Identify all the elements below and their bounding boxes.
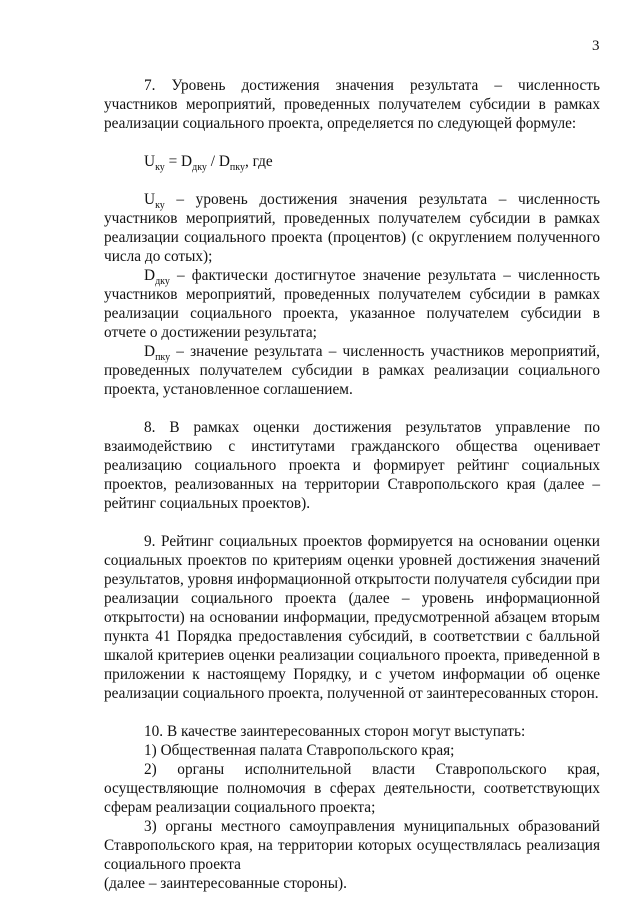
formula: $U_{ку} = D_{дку} / D_{пку}$, где: [144, 153, 273, 174]
definition-d-planned: $D_{пку}$ – значение результата – численность участников мероприятий, проведенных получателем субсидии в рамках реализации социального проекта, установленное соглашением.: [104, 343, 600, 398]
paragraph-8: 8. В рамках оценки достижения результатов управление по взаимодействию с институтами гражданского общества оценивает реализацию социального проекта и формирует рейтинг социальных проектов, реализованных на территории Ставропольского края (далее – рейтинг социальных проектов).: [104, 419, 600, 512]
paragraph-10-item-1: 1) Общественная палата Ставропольского края;: [144, 742, 455, 759]
paragraph-10-item-2: 2) органы исполнительной власти Ставропольского края, осуществляющие полномочия в сферах деятельности, соответствующих сферам реализации социального проекта;: [104, 761, 600, 816]
definition-d-actual: $D_{дку}$ – фактически достигнутое значение результата – численность участников мероприятий, проведенных получателем субсидии в рамках реализации социального проекта, указанное получателем субсидии в отчете о достижении результата;: [104, 267, 600, 341]
paragraph-9: 9. Рейтинг социальных проектов формируется на основании оценки социальных проектов по критериям оценки уровней достижения значений результатов, уровня информационной открытости получателя субсидии при реализации социального проекта (далее – уровень информационной открытости) на основании информации, предусмотренной абзацем вторым пункта 41 Порядка предоставления субсидий, в соответствии с балльной шкалой критериев оценки реализации социального проекта, приведенной в приложении к настоящему Порядку, и с учетом информации об оценке реализации социального проекта, полученной от заинтересованных сторон.: [104, 533, 600, 702]
document-body: [104, 76, 600, 893]
page-number: 3: [592, 38, 600, 54]
paragraph-7: 7. Уровень достижения значения результата – численность участников мероприятий, проведенных получателем субсидии в рамках реализации социального проекта, определяется по следующей формуле:: [104, 77, 600, 132]
paragraph-10: 10. В качестве заинтересованных сторон могут выступать:: [144, 723, 526, 740]
definition-u: $U_{ку}$ – уровень достижения значения результата – численность участников мероприятий, проведенных получателем субсидии в рамках реализации социального проекта (процентов) (с округлением полученного числа до сотых);: [104, 191, 600, 265]
paragraph-10-tail: (далее – заинтересованные стороны).: [104, 875, 347, 892]
paragraph-10-item-3: 3) органы местного самоуправления муниципальных образований Ставропольского края, на территории которых осуществлялась реализация социального проекта: [104, 818, 600, 873]
